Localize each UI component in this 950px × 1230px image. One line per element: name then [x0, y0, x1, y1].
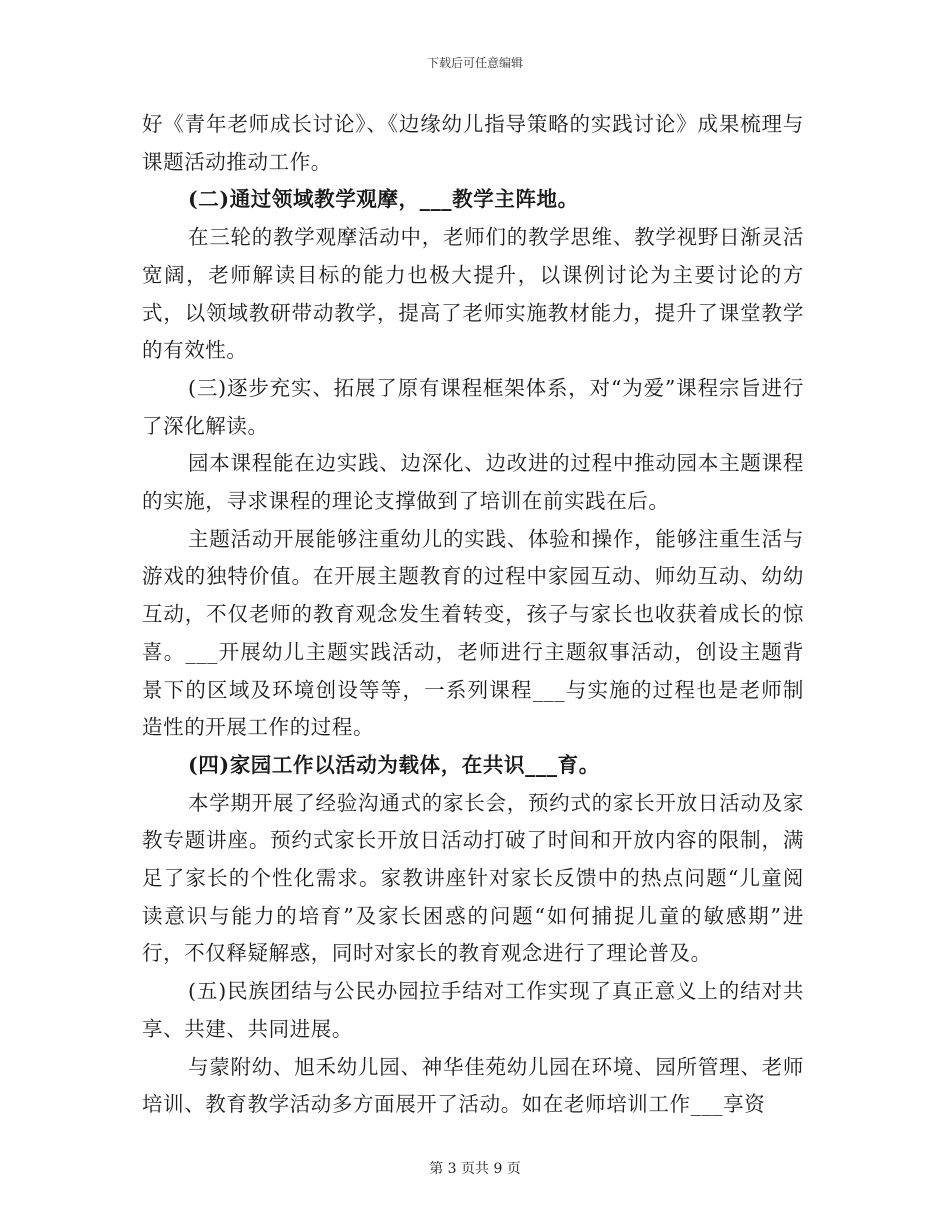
document-body [142, 106, 804, 1124]
page-footer: 第 3 页共 9 页 [429, 1161, 521, 1177]
paragraph-partnership: 与蒙附幼、旭禾幼儿园、神华佳苑幼儿园在环境、园所管理、老师培训、教育教学活动多方面展开了活动。如在老师培训工作___享资 [142, 1054, 804, 1117]
section-heading-2: (二)通过领域教学观摩，___教学主阵地。 [188, 187, 579, 212]
section-heading-4: (四)家园工作以活动为载体，在共识___育。 [188, 752, 600, 777]
paragraph-theme-activities: 主题活动开展能够注重幼儿的实践、体验和操作，能够注重生活与游戏的独特价值。在开展主题教育的过程中家园互动、师幼互动、幼幼互动，不仅老师的教育观念发生着转变，孩子与家长也收获着成长的惊喜。___开展幼儿主题实践活动，老师进行主题叙事活动，创设主题背景下的区域及环境创设等等，一系列课程___与实施的过程也是老师制造性的开展工作的过程。 [142, 526, 804, 740]
section-heading-5: (五)民族团结与公民办园拉手结对工作实现了真正意义上的结对共享、共建、共同进展。 [142, 979, 804, 1041]
paragraph-teaching-observation: 在三轮的教学观摩活动中，老师们的教学思维、教学视野日渐灵活宽阔，老师解读目标的能力也极大提升，以课例讨论为主要讨论的方式，以领域教研带动教学，提高了老师实施教材能力，提升了课堂教学的有效性。 [142, 225, 804, 363]
paragraph-continuation: 好《青年老师成长讨论》、《边缘幼儿指导策略的实践讨论》成果梳理与课题活动推动工作。 [142, 112, 804, 174]
page-header: 下载后可任意编辑 [426, 56, 523, 70]
section-heading-3: (三)逐步充实、拓展了原有课程框架体系，对“为爱”课程宗旨进行了深化解读。 [142, 375, 804, 438]
paragraph-parent-meetings: 本学期开展了经验沟通式的家长会，预约式的家长开放日活动及家教专题讲座。预约式家长开放日活动打破了时间和开放内容的限制，满足了家长的个性化需求。家教讲座针对家长反馈中的热点问题“儿童阅读意识与能力的培育”及家长困惑的问题“如何捕捉儿童的敏感期”进行，不仅释疑解惑，同时对家长的教育观念进行了理论普及。 [142, 790, 804, 966]
paragraph-curriculum: 园本课程能在边实践、边深化、边改进的过程中推动园本主题课程的实施，寻求课程的理论支撑做到了培训在前实践在后。 [142, 451, 804, 514]
